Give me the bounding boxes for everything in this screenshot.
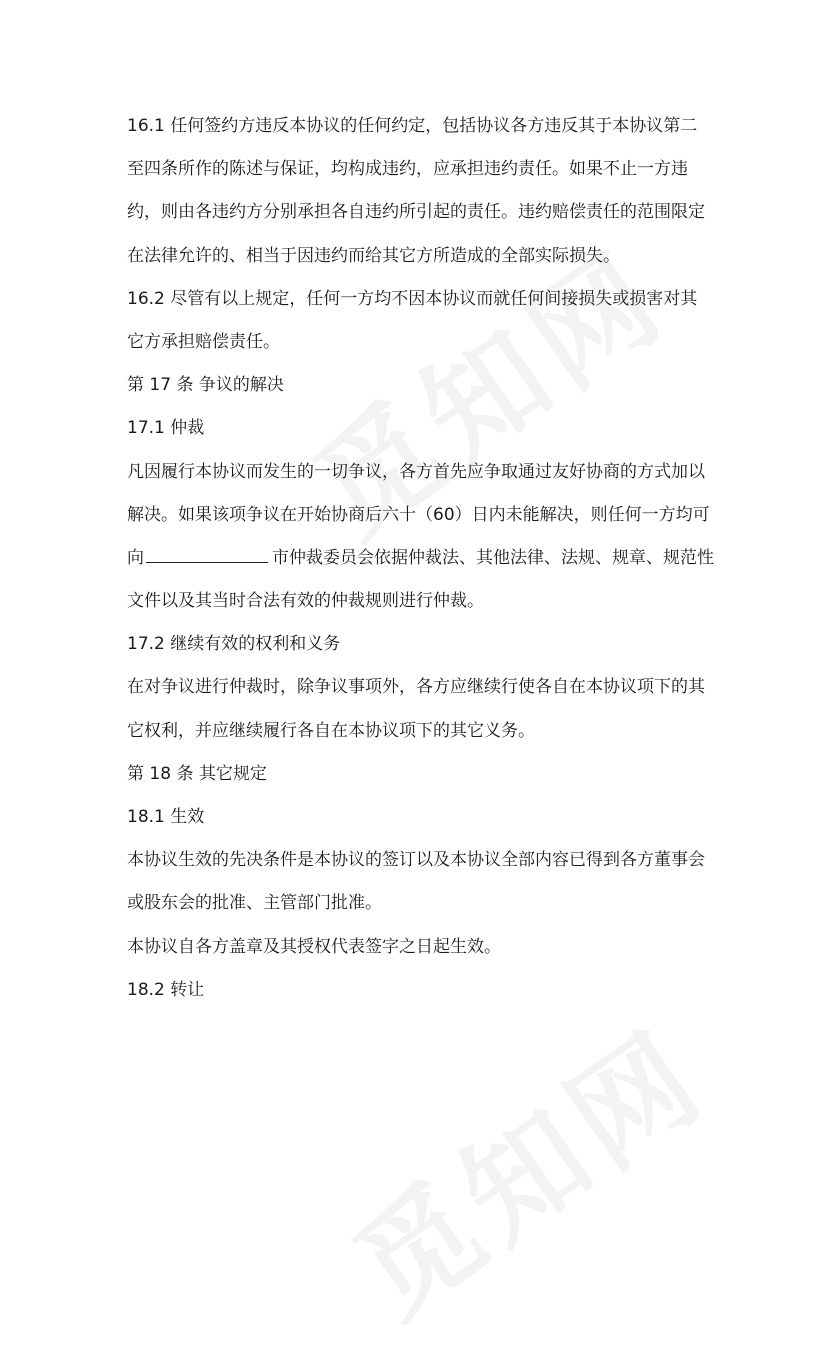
document-body xyxy=(127,105,717,1012)
clause-18-1-line-1: 本协议生效的先决条件是本协议的签订以及本协议全部内容已得到各方董事会 xyxy=(127,850,705,871)
clause-18-1-heading: 18.1 生效 xyxy=(127,807,205,827)
clause-17-2-line-2: 它权利，并应继续履行各自在本协议项下的其它义务。 xyxy=(127,720,535,741)
clause-17-1-line-3 xyxy=(127,537,717,580)
article-17-heading: 第 17 条 争议的解决 xyxy=(127,375,284,396)
clause-17-1-line-2: 解决。如果该项争议在开始协商后六十（60）日内未能解决，则任何一方均可 xyxy=(127,504,710,525)
clause-16-1-line-3: 约，则由各违约方分别承担各自违约所引起的责任。违约赔偿责任的范围限定 xyxy=(127,202,705,223)
clause-17-2-heading: 17.2 继续有效的权利和义务 xyxy=(127,634,341,655)
watermark-lower xyxy=(316,984,734,1348)
clause-16-2-line-2: 它方承担赔偿责任。 xyxy=(127,331,280,352)
clause-16-1-line-1: 16.1 任何签约方违反本协议的任何约定，包括协议各方违反其于本协议第二 xyxy=(127,116,698,136)
clause-17-2-line-1: 在对争议进行仲裁时，除争议事项外，各方应继续行使各自在本协议项下的其 xyxy=(127,677,705,698)
clause-17-1-line-3-prefix: 向 xyxy=(127,547,144,568)
clause-18-1-line-2: 或股东会的批准、主管部门批准。 xyxy=(127,893,382,914)
clause-17-1-line-1: 凡因履行本协议而发生的一切争议，各方首先应争取通过友好协商的方式加以 xyxy=(127,461,705,482)
clause-16-1-line-2: 至四条所作的陈述与保证，均构成违约，应承担违约责任。如果不止一方违 xyxy=(127,159,688,180)
clause-18-1-line-3: 本协议自各方盖章及其授权代表签字之日起生效。 xyxy=(127,936,501,957)
clause-17-1-line-4: 文件以及其当时合法有效的仲裁规则进行仲裁。 xyxy=(127,591,484,612)
city-blank-field[interactable] xyxy=(146,540,268,563)
clause-16-2-line-1: 16.2 尽管有以上规定，任何一方均不因本协议而就任何间接损失或损害对其 xyxy=(127,288,698,309)
clause-16-1-line-4: 在法律允许的、相当于因违约而给其它方所造成的全部实际损失。 xyxy=(127,245,620,266)
clause-18-2-heading: 18.2 转让 xyxy=(127,979,205,1000)
clause-17-1-heading: 17.1 仲裁 xyxy=(127,418,205,439)
article-18-heading: 第 18 条 其它规定 xyxy=(127,763,267,784)
clause-17-1-line-3-rest: 市仲裁委员会依据仲裁法、其他法律、法规、规章、规范性 xyxy=(272,547,714,568)
